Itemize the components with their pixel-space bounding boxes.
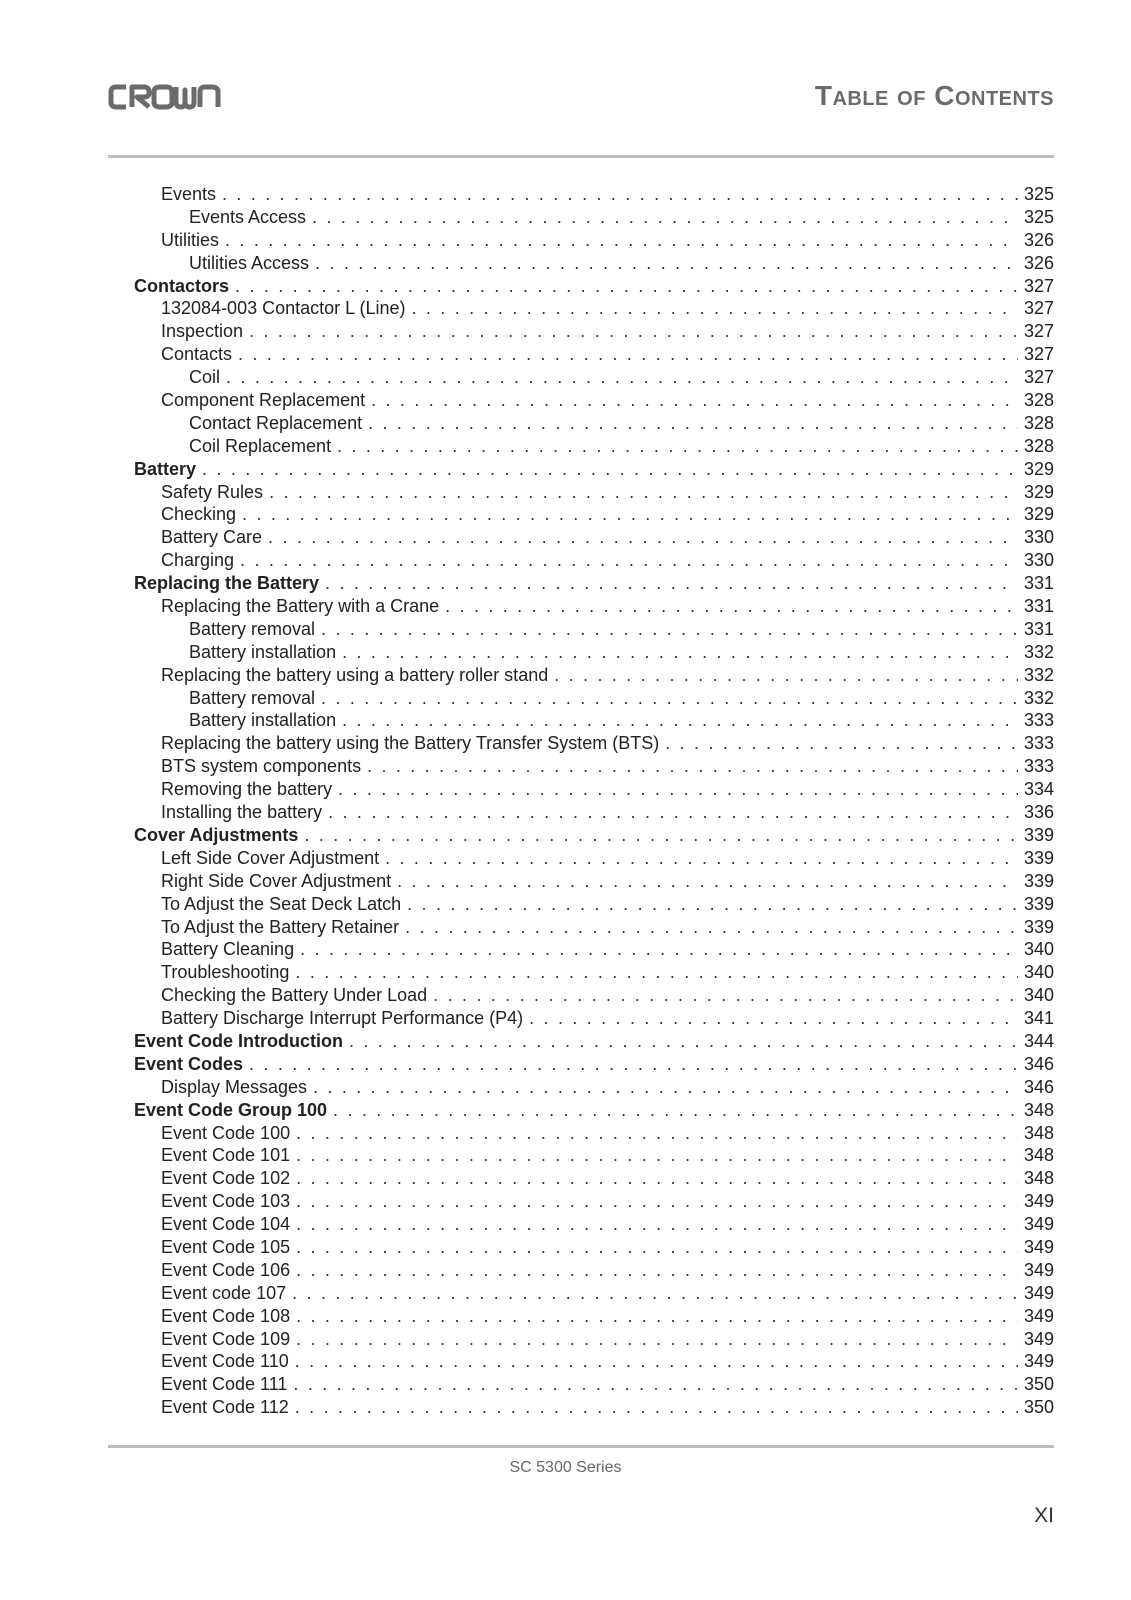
toc-entry-page: 339 bbox=[1023, 824, 1054, 845]
toc-leader-dots bbox=[367, 755, 1018, 778]
toc-entry bbox=[134, 1373, 1054, 1396]
toc-leader-dots bbox=[368, 412, 1018, 435]
toc-entry-page: 331 bbox=[1023, 596, 1054, 617]
toc-leader-dots bbox=[296, 1167, 1018, 1190]
toc-entry-title: Cover Adjustments bbox=[134, 824, 299, 845]
toc-leader-dots bbox=[296, 1259, 1018, 1282]
toc-entry bbox=[134, 984, 1054, 1007]
toc-entry-page: 329 bbox=[1023, 458, 1054, 479]
toc-entry-title: Event Code 105 bbox=[161, 1236, 291, 1257]
toc-entry-title: Event Code Group 100 bbox=[134, 1099, 328, 1120]
toc-leader-dots bbox=[433, 984, 1018, 1007]
toc-entry-page: 349 bbox=[1023, 1351, 1054, 1372]
toc-entry bbox=[134, 366, 1054, 389]
toc-entry bbox=[134, 549, 1054, 572]
toc-leader-dots bbox=[338, 778, 1018, 801]
toc-leader-dots bbox=[249, 320, 1018, 343]
toc-entry-title: Event Code 108 bbox=[161, 1305, 291, 1326]
toc-leader-dots bbox=[554, 664, 1018, 687]
toc-entry-page: 346 bbox=[1023, 1053, 1054, 1074]
toc-entry-title: Event Code 104 bbox=[161, 1214, 291, 1235]
toc-entry-page: 329 bbox=[1023, 504, 1054, 525]
toc-entry-page: 339 bbox=[1023, 870, 1054, 891]
toc-entry bbox=[134, 275, 1054, 298]
toc-entry-title: Battery removal bbox=[189, 618, 316, 639]
toc-entry-title: Event Codes bbox=[134, 1053, 244, 1074]
toc-entry bbox=[134, 1213, 1054, 1236]
toc-leader-dots bbox=[407, 893, 1018, 916]
toc-entry-title: Battery Discharge Interrupt Performance (P4) bbox=[161, 1008, 524, 1029]
toc-entry bbox=[134, 435, 1054, 458]
toc-leader-dots bbox=[296, 1236, 1018, 1259]
toc-entry bbox=[134, 1144, 1054, 1167]
toc-entry bbox=[134, 389, 1054, 412]
toc-entry bbox=[134, 824, 1054, 847]
toc-entry bbox=[134, 481, 1054, 504]
toc-entry bbox=[134, 641, 1054, 664]
toc-entry-title: Event Code 106 bbox=[161, 1259, 291, 1280]
toc-entry-title: Right Side Cover Adjustment bbox=[161, 870, 392, 891]
toc-entry bbox=[134, 1007, 1054, 1030]
toc-entry-page: 349 bbox=[1023, 1328, 1054, 1349]
toc-entry-title: Events bbox=[161, 184, 217, 204]
toc-entry-page: 328 bbox=[1023, 412, 1054, 433]
toc-leader-dots bbox=[242, 503, 1018, 526]
toc-entry-page: 333 bbox=[1023, 710, 1054, 731]
toc-entry bbox=[134, 1190, 1054, 1213]
toc-entry-title: Event Code 109 bbox=[161, 1328, 291, 1349]
toc-entry-page: 350 bbox=[1023, 1397, 1054, 1418]
toc-entry-title: Safety Rules bbox=[161, 481, 264, 502]
toc-entry-title: Troubleshooting bbox=[161, 962, 290, 983]
toc-leader-dots bbox=[333, 1099, 1018, 1122]
toc-leader-dots bbox=[296, 1213, 1018, 1236]
toc-leader-dots bbox=[269, 481, 1018, 504]
toc-leader-dots bbox=[225, 229, 1018, 252]
toc-entry-title: Event Code 103 bbox=[161, 1191, 291, 1212]
toc-entry-title: Removing the battery bbox=[161, 779, 333, 800]
toc-entry bbox=[134, 1099, 1054, 1122]
toc-entry bbox=[134, 1396, 1054, 1419]
toc-entry bbox=[134, 1282, 1054, 1305]
toc-entry-page: 326 bbox=[1023, 252, 1054, 273]
toc-leader-dots bbox=[665, 732, 1018, 755]
header-rule bbox=[108, 155, 1054, 158]
toc-entry-page: 330 bbox=[1023, 550, 1054, 571]
toc-entry-title: Replacing the Battery with a Crane bbox=[161, 596, 440, 617]
toc-entry bbox=[134, 778, 1054, 801]
toc-entry-title: Coil Replacement bbox=[189, 435, 332, 456]
toc-entry-title: Event Code Introduction bbox=[134, 1030, 343, 1051]
toc-entry-page: 348 bbox=[1023, 1168, 1054, 1189]
toc-leader-dots bbox=[300, 938, 1018, 961]
toc-leader-dots bbox=[312, 206, 1018, 229]
toc-entry bbox=[134, 709, 1054, 732]
toc-leader-dots bbox=[296, 1305, 1018, 1328]
toc-entry-page: 329 bbox=[1023, 481, 1054, 502]
toc-entry bbox=[134, 595, 1054, 618]
toc-entry-title: Event Code 111 bbox=[161, 1374, 288, 1395]
toc-leader-dots bbox=[321, 687, 1018, 710]
toc-entry-page: 327 bbox=[1023, 344, 1054, 365]
toc-leader-dots bbox=[296, 1122, 1018, 1145]
toc-entry-title: Event Code 112 bbox=[161, 1397, 289, 1418]
toc-entry bbox=[134, 1053, 1054, 1076]
toc-leader-dots bbox=[385, 847, 1018, 870]
toc-leader-dots bbox=[295, 1396, 1018, 1419]
toc-leader-dots bbox=[268, 526, 1018, 549]
toc-leader-dots bbox=[292, 1282, 1018, 1305]
toc-entry-title: Component Replacement bbox=[161, 390, 366, 411]
toc-entry bbox=[134, 1030, 1054, 1053]
toc-entry bbox=[134, 1236, 1054, 1259]
toc-entry-page: 344 bbox=[1023, 1030, 1054, 1051]
toc-entry-title: Contacts bbox=[161, 344, 233, 365]
toc-entry-page: 349 bbox=[1023, 1259, 1054, 1280]
toc-entry bbox=[134, 297, 1054, 320]
toc-entry-title: Coil bbox=[189, 367, 221, 388]
toc-entry-title: Replacing the battery using the Battery Transfer System (BTS) bbox=[161, 733, 660, 754]
toc-leader-dots bbox=[325, 572, 1018, 595]
toc-entry bbox=[134, 1305, 1054, 1328]
toc-entry-page: 331 bbox=[1023, 618, 1054, 639]
toc-entry bbox=[134, 1328, 1054, 1351]
toc-leader-dots bbox=[235, 275, 1018, 298]
toc-entry-title: Utilities bbox=[161, 229, 220, 250]
toc-entry-page: 349 bbox=[1023, 1214, 1054, 1235]
toc-entry-title: Contact Replacement bbox=[189, 412, 363, 433]
toc-entry bbox=[134, 183, 1054, 206]
toc-leader-dots bbox=[226, 366, 1018, 389]
toc-entry bbox=[134, 503, 1054, 526]
toc-entry-page: 336 bbox=[1023, 802, 1054, 823]
toc-leader-dots bbox=[349, 1030, 1018, 1053]
toc-entry-page: 332 bbox=[1023, 664, 1054, 685]
toc-entry-page: 330 bbox=[1023, 527, 1054, 548]
toc-leader-dots bbox=[371, 389, 1018, 412]
toc-entry-title: Inspection bbox=[161, 321, 244, 342]
toc-entry-title: Contactors bbox=[134, 275, 230, 296]
toc-entry-title: Event code 107 bbox=[161, 1282, 287, 1303]
toc-entry-page: 340 bbox=[1023, 962, 1054, 983]
toc-entry-page: 325 bbox=[1023, 206, 1054, 227]
toc-entry-title: To Adjust the Battery Retainer bbox=[161, 916, 400, 937]
toc-entry-page: 340 bbox=[1023, 939, 1054, 960]
toc-leader-dots bbox=[304, 824, 1018, 847]
toc-entry bbox=[134, 343, 1054, 366]
toc-entry-title: To Adjust the Seat Deck Latch bbox=[161, 893, 402, 914]
toc-entry-page: 350 bbox=[1023, 1374, 1054, 1395]
toc-leader-dots bbox=[405, 916, 1018, 939]
toc-entry-title: Battery bbox=[134, 458, 197, 479]
toc-entry bbox=[134, 252, 1054, 275]
toc-entry-page: 331 bbox=[1023, 573, 1054, 594]
toc-entry-title: Installing the battery bbox=[161, 802, 323, 823]
toc-leader-dots bbox=[328, 801, 1018, 824]
toc-entry bbox=[134, 229, 1054, 252]
toc-leader-dots bbox=[202, 458, 1018, 481]
toc-entry bbox=[134, 320, 1054, 343]
toc-leader-dots bbox=[321, 618, 1018, 641]
toc-entry-title: Replacing the Battery bbox=[134, 573, 320, 594]
toc-entry-title: BTS system components bbox=[161, 756, 362, 777]
toc-leader-dots bbox=[313, 1076, 1018, 1099]
crown-logo bbox=[108, 82, 224, 112]
toc-entry bbox=[134, 1122, 1054, 1145]
toc-entry-page: 349 bbox=[1023, 1305, 1054, 1326]
toc-entry bbox=[134, 732, 1054, 755]
toc-entry-title: Charging bbox=[161, 550, 235, 571]
toc-entry-page: 349 bbox=[1023, 1191, 1054, 1212]
toc-entry-page: 328 bbox=[1023, 435, 1054, 456]
toc-entry-page: 339 bbox=[1023, 893, 1054, 914]
toc-entry-page: 327 bbox=[1023, 321, 1054, 342]
toc-entry-page: 328 bbox=[1023, 390, 1054, 411]
toc-leader-dots bbox=[342, 709, 1018, 732]
toc-entry-page: 332 bbox=[1023, 641, 1054, 662]
toc-leader-dots bbox=[315, 252, 1018, 275]
toc-entry bbox=[134, 526, 1054, 549]
toc-entry-title: Event Code 102 bbox=[161, 1168, 291, 1189]
toc-entry bbox=[134, 412, 1054, 435]
toc-entry-page: 349 bbox=[1023, 1236, 1054, 1257]
toc-entry-page: 334 bbox=[1023, 779, 1054, 800]
toc-leader-dots bbox=[295, 961, 1018, 984]
page-title: Table of Contents bbox=[814, 80, 1054, 111]
toc-entry-page: 325 bbox=[1023, 184, 1054, 204]
toc-entry-page: 349 bbox=[1023, 1282, 1054, 1303]
toc-leader-dots bbox=[293, 1373, 1018, 1396]
toc-entry-page: 327 bbox=[1023, 275, 1054, 296]
toc-entry bbox=[134, 687, 1054, 710]
toc-entry-title: 132084-003 Contactor L (Line) bbox=[161, 298, 406, 319]
toc-entry bbox=[134, 961, 1054, 984]
toc-entry-title: Battery removal bbox=[189, 687, 316, 708]
toc-entry-page: 341 bbox=[1023, 1008, 1054, 1029]
toc-entry bbox=[134, 755, 1054, 778]
toc-entry bbox=[134, 1259, 1054, 1282]
toc-entry-title: Event Code 101 bbox=[161, 1145, 291, 1166]
toc-entry bbox=[134, 1350, 1054, 1373]
toc-entry-page: 333 bbox=[1023, 756, 1054, 777]
toc-entry-title: Checking the Battery Under Load bbox=[161, 985, 428, 1006]
toc-entry bbox=[134, 1076, 1054, 1099]
toc-entry bbox=[134, 916, 1054, 939]
toc-entry-page: 348 bbox=[1023, 1122, 1054, 1143]
toc-leader-dots bbox=[240, 549, 1018, 572]
toc-leader-dots bbox=[342, 641, 1018, 664]
page-number: XI bbox=[1034, 1504, 1054, 1527]
toc-entry-page: 327 bbox=[1023, 367, 1054, 388]
toc-entry-title: Battery Cleaning bbox=[161, 939, 295, 960]
toc-entry bbox=[134, 618, 1054, 641]
toc-entry-title: Events Access bbox=[189, 206, 307, 227]
toc-entry bbox=[134, 870, 1054, 893]
toc-leader-dots bbox=[412, 297, 1018, 320]
toc-entry-title: Event Code 110 bbox=[161, 1351, 289, 1372]
toc-entry-title: Battery Care bbox=[161, 527, 263, 548]
toc-entry-title: Battery installation bbox=[189, 710, 337, 731]
toc-entry-page: 348 bbox=[1023, 1099, 1054, 1120]
toc-entry bbox=[134, 893, 1054, 916]
toc-entry bbox=[134, 664, 1054, 687]
toc-entry-page: 348 bbox=[1023, 1145, 1054, 1166]
toc-entry-page: 339 bbox=[1023, 847, 1054, 868]
toc-leader-dots bbox=[296, 1328, 1018, 1351]
toc-entry-page: 327 bbox=[1023, 298, 1054, 319]
toc-list bbox=[134, 183, 1054, 1419]
toc-leader-dots bbox=[296, 1144, 1018, 1167]
footer-rule bbox=[108, 1445, 1054, 1448]
toc-leader-dots bbox=[296, 1190, 1018, 1213]
toc-entry-page: 332 bbox=[1023, 687, 1054, 708]
toc-entry-title: Battery installation bbox=[189, 641, 337, 662]
toc-entry bbox=[134, 1167, 1054, 1190]
toc-entry-page: 340 bbox=[1023, 985, 1054, 1006]
toc-entry bbox=[134, 847, 1054, 870]
toc-entry-title: Event Code 100 bbox=[161, 1122, 291, 1143]
toc-entry-title: Left Side Cover Adjustment bbox=[161, 847, 380, 868]
toc-leader-dots bbox=[295, 1350, 1018, 1373]
toc-entry-title: Display Messages bbox=[161, 1076, 308, 1097]
toc-leader-dots bbox=[397, 870, 1018, 893]
toc-entry-page: 346 bbox=[1023, 1076, 1054, 1097]
toc-entry-title: Replacing the battery using a battery roller stand bbox=[161, 664, 549, 685]
footer-series: SC 5300 Series bbox=[509, 1459, 622, 1476]
toc-entry-page: 326 bbox=[1023, 229, 1054, 250]
toc-entry bbox=[134, 801, 1054, 824]
toc-entry bbox=[134, 458, 1054, 481]
toc-entry-title: Checking bbox=[161, 504, 237, 525]
toc-entry-page: 339 bbox=[1023, 916, 1054, 937]
toc-entry bbox=[134, 206, 1054, 229]
toc-leader-dots bbox=[222, 183, 1018, 206]
toc-leader-dots bbox=[445, 595, 1018, 618]
toc-entry-page: 333 bbox=[1023, 733, 1054, 754]
toc-leader-dots bbox=[337, 435, 1018, 458]
toc-entry bbox=[134, 572, 1054, 595]
toc-leader-dots bbox=[529, 1007, 1018, 1030]
toc-entry bbox=[134, 938, 1054, 961]
toc-leader-dots bbox=[249, 1053, 1018, 1076]
toc-leader-dots bbox=[238, 343, 1018, 366]
toc-entry-title: Utilities Access bbox=[189, 252, 310, 273]
